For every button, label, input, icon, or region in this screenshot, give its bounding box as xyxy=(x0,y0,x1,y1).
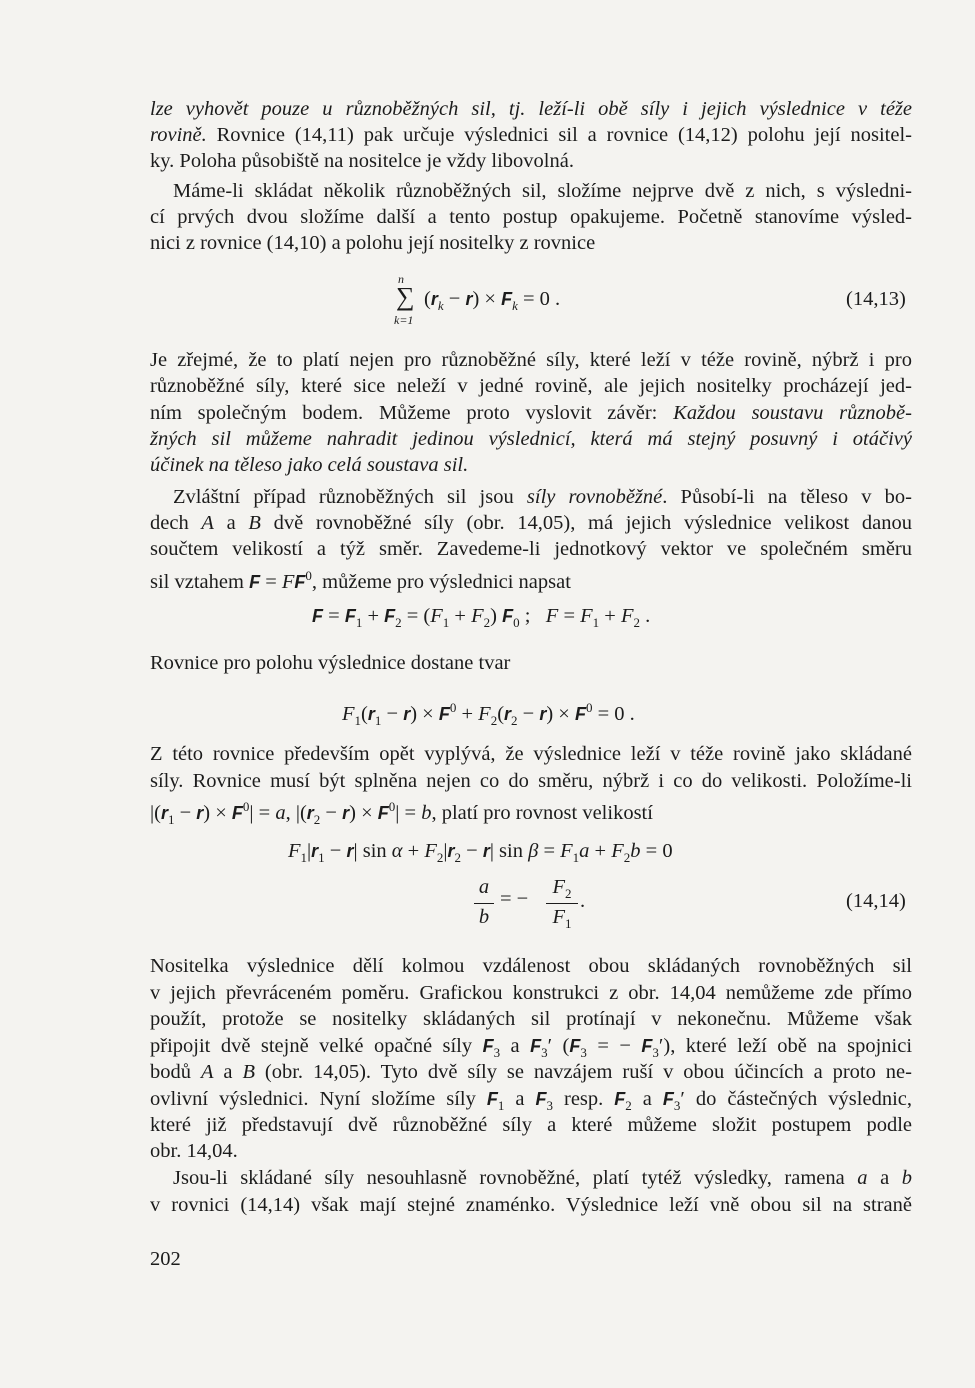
text-line-29: v rovnici (14,14) však mají stejné znaménko. Výslednice leží vně obou sil na straně xyxy=(150,1194,912,1216)
text-line-24: bodů A a B (obr. 14,05). Tyto dvě síly se navzájem ruší v obou účincích a proto ne- xyxy=(150,1061,912,1083)
equation-position: $F_1(r_1 - r) \times F^0 + F_2(r_2 - r) \times F^0 = 0$ . xyxy=(342,700,635,728)
page-number: 202 xyxy=(150,1248,181,1270)
text-line-28: Jsou-li skládané síly nesouhlasně rovnoběžné, platí tytéž výsledky, ramena a a b xyxy=(173,1167,912,1189)
text-line-1: lze vyhovět pouze u různoběžných sil, tj. leží-li obě síly i jejich výslednice v téže xyxy=(150,98,912,120)
text-line-27: obr. 14,04. xyxy=(150,1140,238,1162)
text-line-23: připojit dvě stejně velké opačné síly $F_3$ a $F_3'$ ($F_3$ = − $F_3'$), které leží obě na spojnici xyxy=(150,1035,913,1061)
text-line-18: síly. Rovnice musí být splněna nejen co do směru, nýbrž i co do velikosti. Položíme-li xyxy=(150,770,912,792)
text-line-8: různoběžné síly, které sice neleží v jedné rovině, ale jejich nositelky procházejí jed- xyxy=(150,375,912,397)
text-line-11: účinek na těleso jako celá soustava sil. xyxy=(150,454,469,476)
text-line-10: žných sil můžeme nahradit jedinou výslednicí, která má stejný posuvný i otáčivý xyxy=(150,428,912,450)
equation-label: (14,14) xyxy=(846,890,906,912)
text-line-26: které již představují dvě různoběžné síly a které můžeme složit postupem podle xyxy=(150,1114,912,1136)
text-line-21: v jejich převráceném poměru. Grafickou konstrukci z obr. 14,04 nemůžeme zde přímo xyxy=(150,982,912,1004)
text-line-16: Rovnice pro polohu výslednice dostane tvar xyxy=(150,652,511,674)
text-line-13: dech A a B dvě rovnoběžné síly (obr. 14,05), má jejich výslednice velikost danou xyxy=(150,512,912,534)
text-line-15: sil vztahem $F = FF^0$, můžeme pro výslednici napsat xyxy=(150,568,571,593)
text-line-17: Z této rovnice především opět vyplývá, že výslednice leží v téže rovině jako skládané xyxy=(150,743,912,765)
text-line-9: ním společným bodem. Můžeme proto vyslovit závěr: Každou soustavu různobě- xyxy=(150,402,912,424)
book-page: lze vyhovět pouze u různoběžných sil, tj. leží-li obě síly i jejich výslednice v téže rovině. Rovnice (14,11) pak určuje výslednici sil a rovnice (14,12) polohu její nositel- ky. Poloha působiště na nositelce je vždy libovolná. Máme-li skládat několik různoběžných sil, složíme nejprve dvě z nich, s výsledni- cí prvých dvou složíme další a tento postup opakujeme. Početně stanovíme výsled- nici z rovnice (14,10) a polohu její nositelky z rovnice n ∑ k=1 $(r_k - r) \times F_k = 0$ . (14,13) Je zřejmé, že to platí nejen pro různoběžné síly, které leží v téže rovině, nýbrž i pro různoběžné síly, které sice neleží v jedné rovině, ale jejich nositelky procházejí jed- ním společným bodem. Můžeme proto vyslovit závěr: Každou soustavu různobě- žných sil můžeme nahradit jedinou výslednicí, která má stejný posuvný i otáčivý účinek na těleso jako celá soustava sil. Zvláštní případ různoběžných sil jsou síly rovnoběžné. Působí-li na těleso v bo- dech A a B dvě rovnoběžné síly (obr. 14,05), má jejich výslednice velikost danou součtem velikostí a týž směr. Zavedeme-li jednotkový vektor ve společném směru sil vztahem $F = FF^0$, můžeme pro výslednici napsat $F = F_1 + F_2 = (F_1 + F_2)$ $F_0$ ; $F = F_1 + F_2$ . Rovnice pro polohu výslednice dostane tvar $F_1(r_1 - r) \times F^0 + F_2(r_2 - r) \times F^0 = 0$ . Z této rovnice především opět vyplývá, že výslednice leží v téže rovině jako skládané síly. Rovnice musí být splněna nejen co do směru, nýbrž i co do velikosti. Položíme-li $|(r_1 - r) \times F^0| = a$, $|(r_2 - r) \times F^0| = b$, platí pro rovnost velikostí $F_1|r_1 - r|$ $\sin \alpha + F_2|r_2 - r|$ $\sin \beta = F_1a + F_2b = 0$ a b = − $F_2$ $F_1$ . (14,14) Nositelka výslednice dělí kolmou vzdálenost obou skládaných rovnoběžných sil v jejich převráceném poměru. Grafickou konstrukci z obr. 14,04 nemůžeme zde přímo použít, protože se nositelky skládaných sil protínají v nekonečnu. Můžeme však připojit dvě stejně velké opačné síly $F_3$ a $F_3'$ ($F_3$ = − $F_3'$), které leží obě na spojnici bodů A a B (obr. 14,05). Tyto dvě síly se navzájem ruší v obou účincích a proto ne- ovlivní výslednici. Nyní složíme síly $F_1$ a $F_3$ resp. $F_2$ a $F_3'$ do částečných výslednic, které již představují dvě různoběžné síly a které můžeme složit postupem podle obr. 14,04. Jsou-li skládané síly nesouhlasně rovnoběžné, platí tytéž výsledky, ramena a a b v rovnici (14,14) však mají stejné znaménko. Výslednice leží vně obou sil na straně 202 xyxy=(150,98,913,1270)
text-line-14: součtem velikostí a týž směr. Zavedeme-li jednotkový vektor ve společném směru xyxy=(150,538,912,560)
text-line-4: Máme-li skládat několik různoběžných sil, složíme nejprve dvě z nich, s výsledni- xyxy=(173,180,912,202)
equation-label: (14,13) xyxy=(846,288,906,310)
text-line-7: Je zřejmé, že to platí nejen pro různoběžné síly, které leží v téže rovině, nýbrž i pro xyxy=(150,349,912,371)
equation-resultant: $F = F_1 + F_2 = (F_1 + F_2)$ $F_0$ ; $F = F_1 + F_2$ . xyxy=(312,605,651,631)
text-line-12: Zvláštní případ různoběžných sil jsou síly rovnoběžné. Působí-li na těleso v bo- xyxy=(173,486,912,508)
text-line-20: Nositelka výslednice dělí kolmou vzdálenost obou skládaných rovnoběžných sil xyxy=(150,955,912,977)
text-line-3: ky. Poloha působiště na nositelce je vždy libovolná. xyxy=(150,150,574,172)
text-line-25: ovlivní výslednici. Nyní složíme síly $F_1$ a $F_3$ resp. $F_2$ a $F_3'$ do částečných výslednic, xyxy=(150,1088,912,1114)
text-line-22: použít, protože se nositelky skládaných sil protínají v nekonečnu. Můžeme však xyxy=(150,1008,912,1030)
text-line-6: nici z rovnice (14,10) a polohu její nositelky z rovnice xyxy=(150,232,596,254)
text-line-5: cí prvých dvou složíme další a tento postup opakujeme. Početně stanovíme výsled- xyxy=(150,206,912,228)
text-line-2: rovině. Rovnice (14,11) pak určuje výslednici sil a rovnice (14,12) polohu její nositel- xyxy=(150,124,912,146)
text-line-19: $|(r_1 - r) \times F^0| = a$, $|(r_2 - r) \times F^0| = b$, platí pro rovnost velikostí xyxy=(150,799,653,827)
